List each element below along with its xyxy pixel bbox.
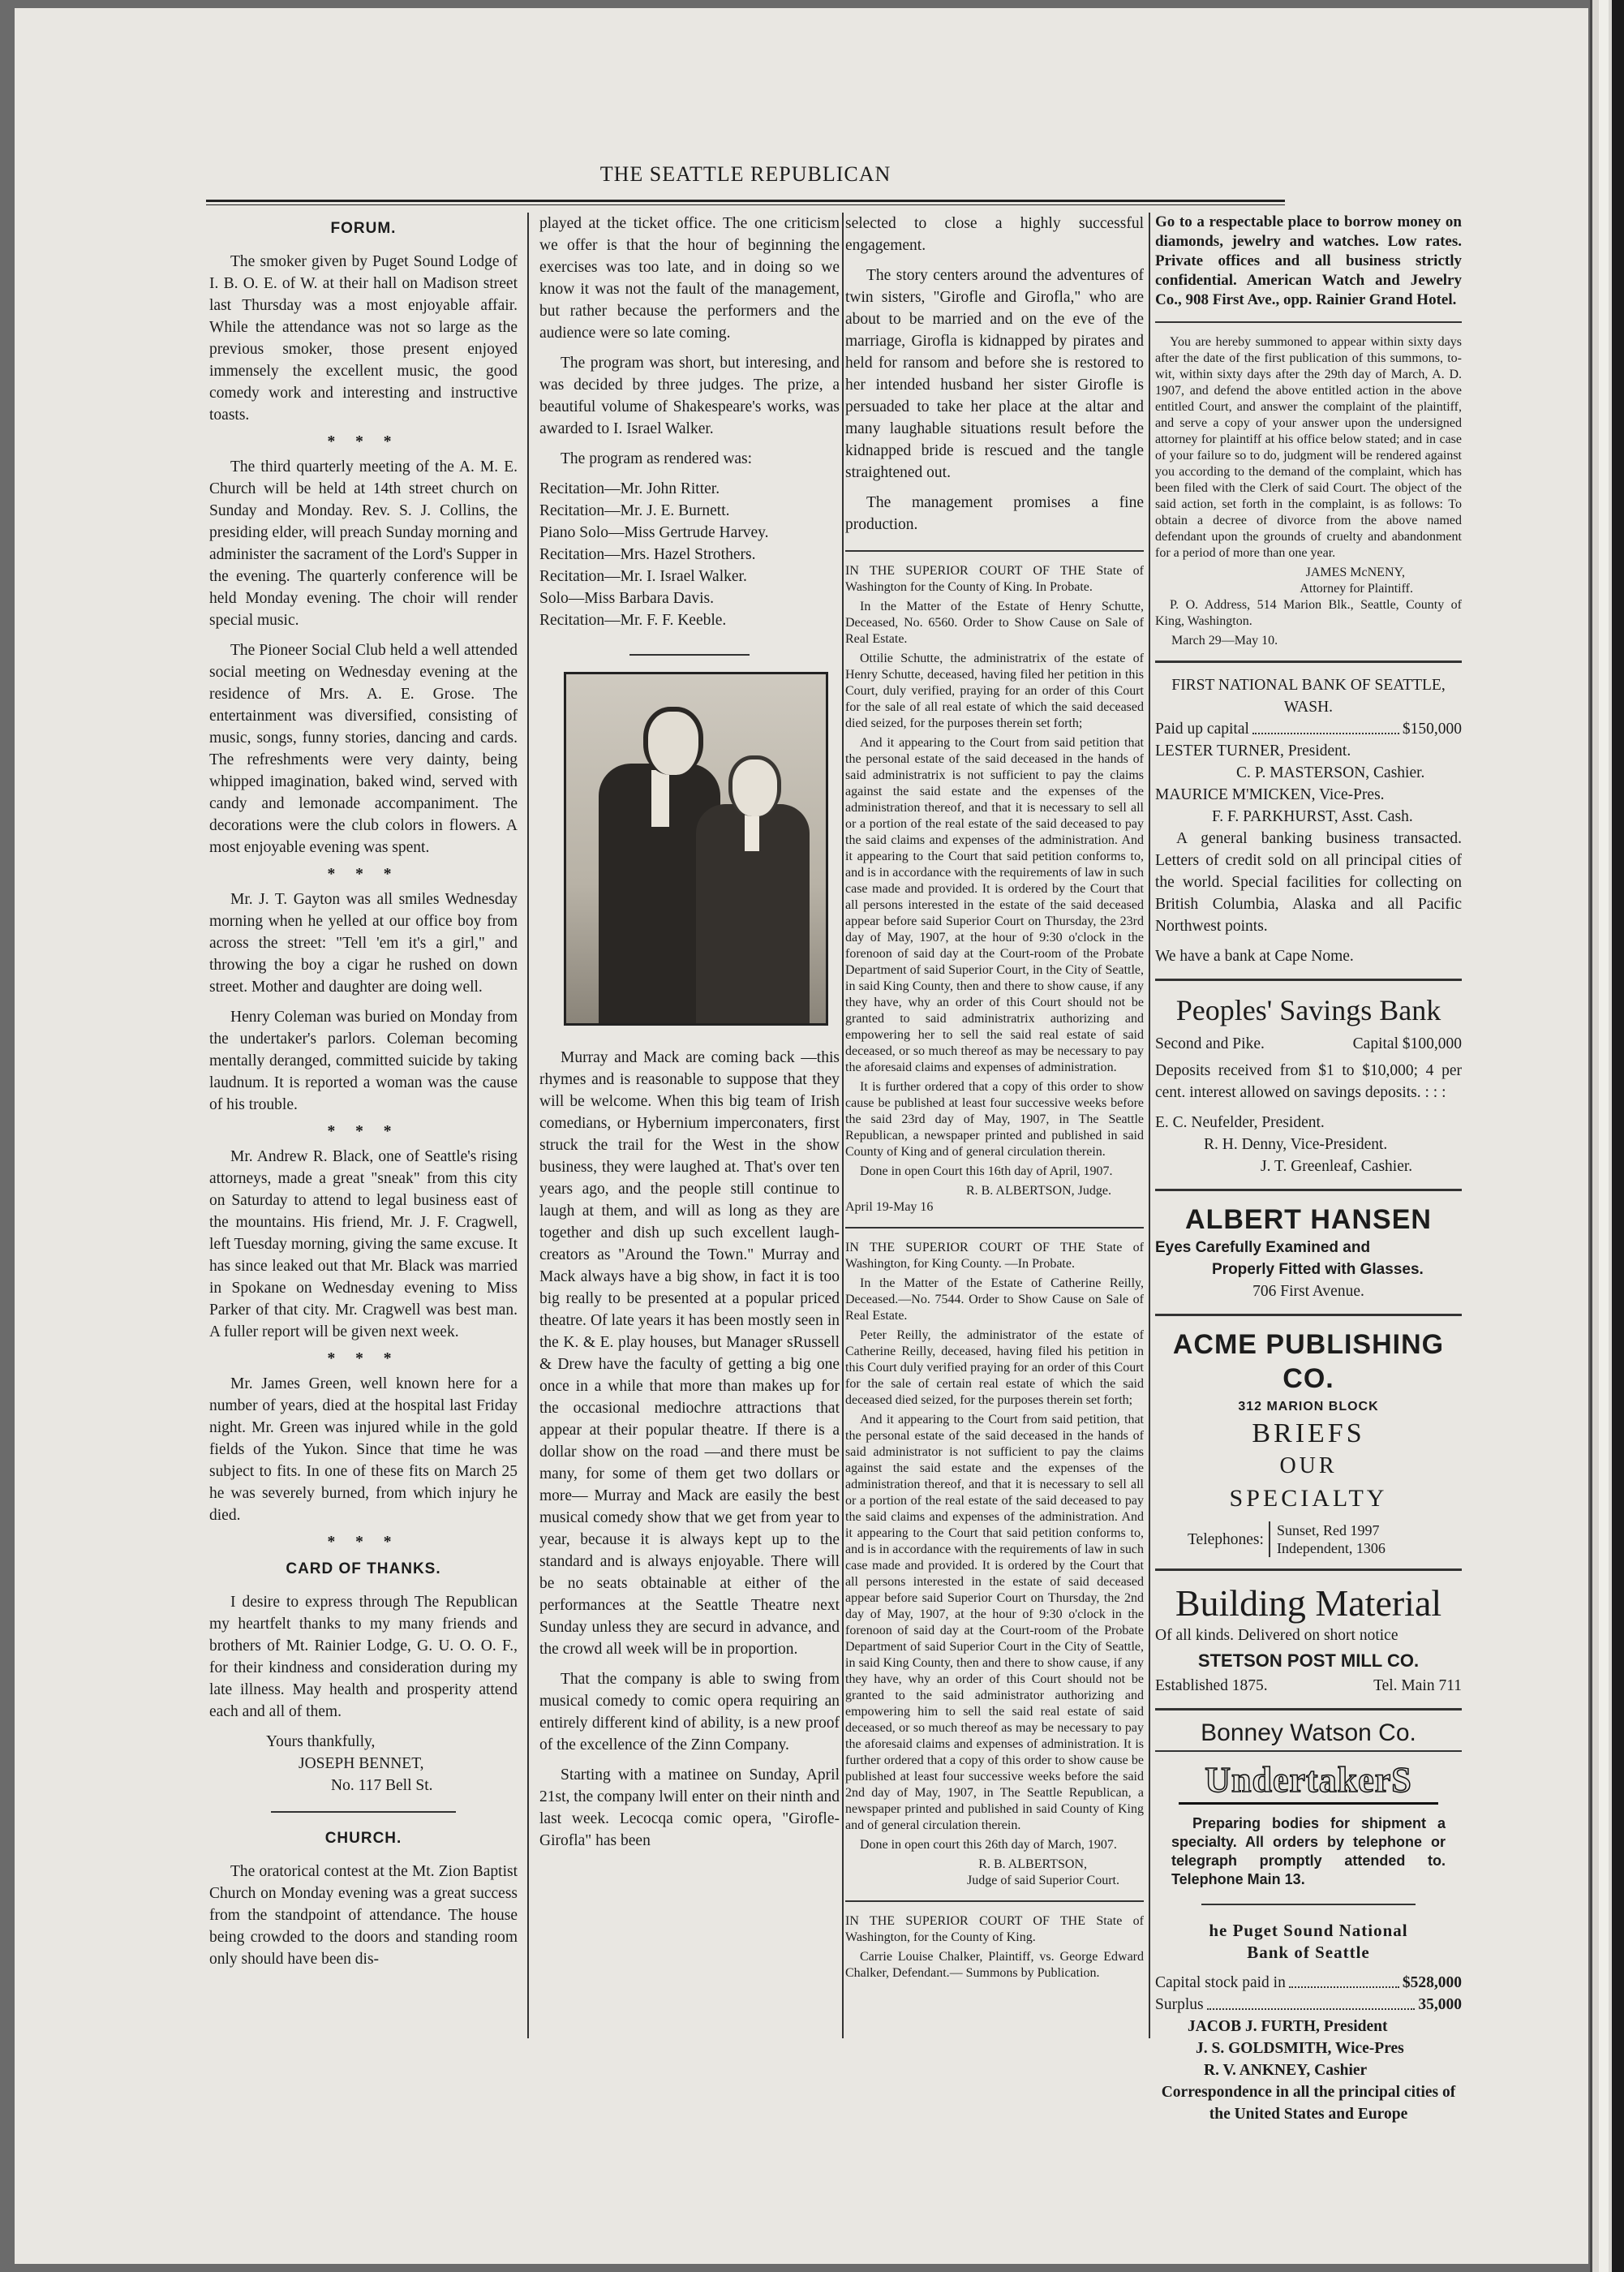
legal-heading: IN THE SUPERIOR COURT OF THE State of Washington, for the County of King. bbox=[845, 1914, 1144, 1944]
ad-divider bbox=[1155, 1189, 1462, 1191]
bank-officer: C. P. MASTERSON, Cashier. bbox=[1236, 764, 1425, 781]
portrait-photo bbox=[564, 672, 828, 1026]
article-paragraph: The story centers around the adventures of twin sisters, "Girofle and Girofla," who are about to be married and on the eve of the marriage, Girofla is kidnapped by pirates and held for ransom and before she is restored to her intended husband her sister Girofle is persuaded to take her place at the altar and many laughable situations result before the kidnapped bride is rescued and the tangle straightened out. bbox=[845, 267, 1144, 481]
legal-heading: IN THE SUPERIOR COURT OF THE State of Washington for the County of King. In Probate. bbox=[845, 564, 1144, 594]
article-paragraph: Mr. James Green, well known here for a number of years, died at the hospital last Friday night. Mr. Green was injured while in the gold fields of the Yukon. Since that time he was subject to fits. In one of these fits on March 25 he was severely burned, from which injury he died. bbox=[209, 1375, 518, 1524]
summons-notice bbox=[1155, 334, 1462, 649]
article-paragraph: The program was short, but interesing, and was decided by three judges. The prize, a beautiful volume of Shakespeare's works, was awarded to I. Israel Walker. bbox=[539, 355, 840, 437]
section-divider bbox=[845, 1900, 1144, 1902]
legal-signature: Judge of said Superior Court. bbox=[967, 1874, 1119, 1887]
capital-value: $528,000 bbox=[1402, 1974, 1462, 1991]
ad-divider bbox=[1155, 1314, 1462, 1316]
article-paragraph: I desire to express through The Republican my heartfelt thanks to my many friends and brothers of Mt. Rainier Lodge, G. U. O. O. F., for their kindness and consideration during my late illness. May health and prosperity attend each and all of them. bbox=[209, 1594, 518, 1720]
peoples-savings-bank-ad bbox=[1155, 992, 1462, 1177]
section-divider bbox=[271, 1811, 456, 1813]
first-national-bank-ad bbox=[1155, 674, 1462, 967]
column-3 bbox=[845, 213, 1144, 1985]
acme-our: OUR bbox=[1279, 1453, 1338, 1478]
acme-telephones-label: Telephones: bbox=[1188, 1530, 1264, 1548]
peoples-address: Second and Pike. bbox=[1155, 1035, 1265, 1052]
legal-paragraph: It is further ordered that a copy of this order to show cause be published at least four successive weeks before the said 23rd day of May, 1907, in The Seattle Republican, a newspaper printed and published in said County of King and of general circulation therein. bbox=[845, 1080, 1144, 1159]
undertakers-logo: UndertakerS bbox=[1179, 1758, 1438, 1805]
separator-stars: * * * bbox=[327, 433, 400, 450]
program-item: Recitation—Mr. J. E. Burnett. bbox=[539, 502, 730, 519]
program-item: Recitation—Mrs. Hazel Strothers. bbox=[539, 546, 756, 563]
article-paragraph: selected to close a highly successful engagement. bbox=[845, 215, 1144, 254]
building-material-title: Building Material bbox=[1175, 1582, 1442, 1624]
puget-sound-title: he Puget Sound National bbox=[1209, 1921, 1408, 1940]
card-of-thanks-heading: CARD OF THANKS. bbox=[286, 1560, 441, 1577]
signature-name: JOSEPH BENNET, bbox=[299, 1755, 424, 1772]
legal-paragraph: In the Matter of the Estate of Catherine Reilly, Deceased.—No. 7544. Order to Show Cause on Sale of Real Estate. bbox=[845, 1276, 1144, 1323]
surplus-value: 35,000 bbox=[1418, 1996, 1462, 2013]
program-list bbox=[539, 478, 840, 631]
legal-notice-chalker bbox=[845, 1913, 1144, 1982]
separator-stars: * * * bbox=[327, 1123, 400, 1140]
signature-address: No. 117 Bell St. bbox=[331, 1777, 433, 1794]
bank-title: FIRST NATIONAL BANK OF SEATTLE, WASH. bbox=[1171, 677, 1446, 716]
program-item: Piano Solo—Miss Gertrude Harvey. bbox=[539, 524, 769, 541]
bank-officer: JACOB J. FURTH, President bbox=[1188, 2018, 1388, 2035]
article-paragraph: The smoker given by Puget Sound Lodge of I. B. O. E. of W. at their hall on Madison street last Thursday was a most enjoyable affair. While the attendance was not so large as the previous smoker, those present enjoyed immensely the excellent music, the good comedy work and interesting and instructive toasts. bbox=[209, 253, 518, 424]
legal-signature: R. B. ALBERTSON, bbox=[978, 1857, 1087, 1871]
article-paragraph: The oratorical contest at the Mt. Zion Baptist Church on Monday evening was a great success from the standpoint of attendance. The house being crowded to the doors and standing room only should have been dis- bbox=[209, 1863, 518, 1968]
puget-sound-correspondence: Correspondence in all the principal cities of the United States and Europe bbox=[1161, 2084, 1456, 2123]
bank-description: A general banking business transacted. Letters of credit sold on all principal cities of the world. Special facilities for collecting on British Columbia, Alaska and all Pacific Northwest points. bbox=[1155, 830, 1462, 935]
program-item: Recitation—Mr. I. Israel Walker. bbox=[539, 568, 747, 585]
bank-officer: F. F. PARKHURST, Asst. Cash. bbox=[1212, 808, 1413, 825]
acme-telephone: Sunset, Red 1997 bbox=[1276, 1522, 1380, 1538]
legal-heading: IN THE SUPERIOR COURT OF THE State of Washington, for King County. —In Probate. bbox=[845, 1241, 1144, 1271]
summons-text: You are hereby summoned to appear within sixty days after the date of the first publication of this summons, to-wit, within sixty days after the 29th day of March, A. D. 1907, and defend the above entitled action in the above entitled Court, and answer the complaint of the plaintiff, and serve a copy of your answer upon the undersigned attorney for plaintiff at his office below stated; and in case of your failure so to do, judgment will be rendered against you according to the demand of the complaint, which has been filed with the Clerk of said Court. The object of the said action, set forth in the complaint, is as follows: To obtain a decree of divorce from the above named defendant upon the grounds of cruelty and abandonment for a period of more than one year. bbox=[1155, 335, 1462, 560]
summons-signature: Attorney for Plaintiff. bbox=[1300, 582, 1413, 596]
ad-divider bbox=[1155, 1708, 1462, 1710]
masthead: THE SEATTLE REPUBLICAN bbox=[599, 162, 891, 186]
hansen-address: 706 First Avenue. bbox=[1252, 1283, 1364, 1300]
section-divider bbox=[629, 654, 750, 656]
article-paragraph: The Pioneer Social Club held a well attended social meeting on Wednesday evening at the residence of Mrs. A. E. Grose. The entertainment was diversified, consisting of music, songs, funny stories, dancing and cards. The refreshments were very dainty, being whipped imagination, baked wind, served with candy and lemonade accompaniment. The decorations were the club colors in flowers. A most enjoyable evening was spent. bbox=[209, 642, 518, 856]
bank-officer: MAURICE M'MICKEN, Vice-Pres. bbox=[1155, 786, 1385, 803]
program-item: Recitation—Mr. John Ritter. bbox=[539, 480, 720, 497]
acme-publishing-ad bbox=[1155, 1327, 1462, 1557]
albert-hansen-ad bbox=[1155, 1203, 1462, 1302]
ad-divider bbox=[1155, 661, 1462, 663]
ad-divider bbox=[1201, 1904, 1416, 1905]
column-4 bbox=[1155, 213, 1462, 2125]
summons-dates: March 29—May 10. bbox=[1171, 634, 1278, 648]
bank-officer: R. H. Denny, Vice-President. bbox=[1204, 1136, 1388, 1153]
ad-divider bbox=[1155, 979, 1462, 981]
bank-officer: J. S. GOLDSMITH, Wice-Pres bbox=[1196, 2040, 1404, 2057]
puget-sound-title: Bank of Seattle bbox=[1247, 1943, 1370, 1962]
column-1 bbox=[209, 213, 518, 1978]
legal-dates: April 19-May 16 bbox=[845, 1200, 934, 1214]
forum-heading: FORUM. bbox=[330, 220, 397, 237]
bank-officer: R. V. ANKNEY, Cashier bbox=[1204, 2062, 1368, 2079]
column-rule-2 bbox=[842, 213, 844, 2038]
section-divider bbox=[845, 550, 1144, 552]
legal-paragraph: In the Matter of the Estate of Henry Schutte, Deceased, No. 6560. Order to Show Cause on Sale of Real Estate. bbox=[845, 600, 1144, 646]
puget-sound-bank-ad bbox=[1155, 1920, 1462, 2125]
legal-paragraph: And it appearing to the Court from said petition, that the personal estate of the said deceased in the hands of said administrator is not sufficient to pay the claims against the said estate and the expenses of the administration thereof, and that it is necessary to sell all or a portion of the real estate of the said deceased to pay the said claims and expenses of the administration. And it appearing to the Court that said petition conforms to, and is in accordance with the requirements of law in such case made and provided. It is ordered by the Court that all persons interested in the estate of said deceased appear before said Superior Court on Thursday, the 2nd day of May, 1907, at the hour of 9:30 o'clock in the forenoon of said day at the Court-room of the Probate Department of said Superior Court in the City of Seattle, in said King County, then and there to show cause, if any they have, why an order of this Court should not be granted to the said administrator authorizing and empowering him to sell the said real estate of said deceased, or so much thereof as may be necessary to pay the aforesaid claims and expenses of administration. It is further ordered that a copy of this order to show cause be published at least four successive weeks before the said 2nd day of May, 1907, in The Seattle Republican, a newspaper printed and published in said County of King and of general circulation therein. bbox=[845, 1413, 1144, 1832]
acme-specialty: SPECIALTY bbox=[1229, 1485, 1388, 1512]
article-paragraph: The program as rendered was: bbox=[561, 450, 753, 467]
article-paragraph: Henry Coleman was buried on Monday from the undertaker's parlors. Coleman becoming mentally deranged, committed suicide by taking laudnum. It is reported a woman was the cause of his trouble. bbox=[209, 1009, 518, 1113]
jewelry-ad: Go to a respectable place to borrow money on diamonds, jewelry and watches. Low rates. Private offices and all business strictly confidential. American Watch and Jewelry Co., 908 First Ave., opp. Rainier Grand Hotel. bbox=[1155, 213, 1462, 308]
legal-paragraph: Done in open court this 26th day of March, 1907. bbox=[860, 1838, 1117, 1852]
peoples-capital: Capital $100,000 bbox=[1352, 1035, 1462, 1052]
separator-stars: * * * bbox=[327, 1534, 400, 1551]
acme-telephone: Independent, 1306 bbox=[1276, 1540, 1386, 1556]
article-paragraph: Mr. Andrew R. Black, one of Seattle's rising attorneys, made a great "sneak" from this city on Saturday to attend to legal business east of the mountains. His friend, Mr. J. F. Cragwell, left Tuesday morning, giving the same excuse. It has since leaked out that Mr. Black was married in Spokane on Wednesday evening to Miss Parker of that city. Mr. Cragwell was best man. A fuller report will be given next week. bbox=[209, 1148, 518, 1340]
article-paragraph: played at the ticket office. The one criticism we offer is that the hour of beginning the exercises was too late, and in doing so we know it was not the fault of the management, but rather because the performers and the audience were so late coming. bbox=[539, 215, 840, 342]
summons-signature: JAMES McNENY, bbox=[1305, 566, 1405, 579]
summons-address: P. O. Address, 514 Marion Blk., Seattle, County of King, Washington. bbox=[1155, 598, 1462, 628]
program-item: Solo—Miss Barbara Davis. bbox=[539, 590, 715, 607]
capital-value: $150,000 bbox=[1402, 721, 1462, 738]
article-paragraph: That the company is able to swing from musical comedy to comic opera requiring an entirely different kind of ability, is a new proof of the excellence of the Zinn Company. bbox=[539, 1671, 840, 1753]
hansen-line: Eyes Carefully Examined and bbox=[1155, 1239, 1371, 1256]
hansen-line: Properly Fitted with Glasses. bbox=[1212, 1261, 1424, 1278]
legal-paragraph: Done in open Court this 16th day of April, 1907. bbox=[860, 1164, 1113, 1178]
bonney-watson-title: Bonney Watson Co. bbox=[1201, 1719, 1416, 1746]
section-divider bbox=[1155, 321, 1462, 323]
article-paragraph: Starting with a matinee on Sunday, April 21st, the company lwill enter on their ninth and last week. Lecocqa comic opera, "Girofle-Girofla" has been bbox=[539, 1766, 840, 1849]
surplus-label: Surplus bbox=[1155, 1996, 1204, 2013]
section-divider bbox=[845, 1227, 1144, 1229]
article-paragraph: Murray and Mack are coming back —this rhymes and is reasonable to suppose that they will be welcome. When this big team of Irish comedians, or Hybernium imperconaters, first struck the trail for the West in the show business, they were laughed at. That's over ten years ago, and the people still continue to laugh at them, and will as long as they are together and dish up such excellent laugh-creators as "Around the Town." Murray and Mack always have a big show, in fact it is too big really to be presented at a popular priced theatre. Of late years it has been mostly seen in the K. & E. play houses, but Manager sRussell & Drew have the faculty of getting a big one once in a while that more than makes up for the occasional mediochre attractions that appear at their popular theatre. If there is a dollar show on the road —and there must be many, for some of them get two dollars or more— Murray and Mack are easily the best musical comedy show that we get from year to year, because it is always kept up to the standard and is always enjoyable. There will be no seats obtainable at either of the performances at the Seattle Theatre next Sunday unless they are securd in advance, and the crowd all week will be in proportion. bbox=[539, 1049, 840, 1658]
article-paragraph: Mr. J. T. Gayton was all smiles Wednesday morning when he yelled at our office boy from across the street: "Tell 'em it's a girl," and throwing the boy a cigar he rushed on down street. Mother and daughter are doing well. bbox=[209, 891, 518, 996]
separator-stars: * * * bbox=[327, 1350, 400, 1367]
building-material-line: Of all kinds. Delivered on short notice bbox=[1155, 1627, 1398, 1644]
legal-notice-schutte bbox=[845, 563, 1144, 1216]
legal-paragraph: Ottilie Schutte, the administratrix of the estate of Henry Schutte, deceased, having filed her petition in this Court, duly verified, praying for an order of this Court for the sale of all real estate of which the said deceased died seized, for the purposes therein set forth; bbox=[845, 652, 1144, 730]
peoples-bank-title: Peoples' Savings Bank bbox=[1175, 994, 1441, 1026]
legal-paragraph: Peter Reilly, the administrator of the estate of Catherine Reilly, deceased, having filed his petition in this Court duly verified praying for an order of this Court for the sale of certain real estate of which the said deceased died seized, for the purposes therein set forth; bbox=[845, 1328, 1144, 1407]
acme-title: ACME PUBLISHING CO. bbox=[1172, 1329, 1445, 1394]
separator-stars: * * * bbox=[327, 866, 400, 883]
program-item: Recitation—Mr. F. F. Keeble. bbox=[539, 612, 727, 629]
column-rule-3 bbox=[1149, 213, 1150, 2038]
bonney-watson-text: Preparing bodies for shipment a specialty. All orders by telephone or telegraph promptly attended to. Telephone Main 13. bbox=[1171, 1815, 1446, 1887]
ad-divider bbox=[1155, 1568, 1462, 1571]
building-material-ad bbox=[1155, 1582, 1462, 1697]
acme-briefs: BRIEFS bbox=[1252, 1418, 1365, 1448]
capital-label: Capital stock paid in bbox=[1155, 1974, 1286, 1991]
stetson-company: STETSON POST MILL CO. bbox=[1197, 1650, 1420, 1671]
bank-officer: E. C. Neufelder, President. bbox=[1155, 1114, 1325, 1131]
bonney-watson-ad bbox=[1155, 1719, 1462, 1889]
masthead-rule bbox=[206, 200, 1285, 205]
capital-label: Paid up capital bbox=[1155, 721, 1249, 738]
legal-paragraph: And it appearing to the Court from said petition that the personal estate of the said deceased in the hands of said administratrix is not sufficient to pay the claims against the said estate and the expenses of the administration thereof, and that it is necessary to sell all or a portion of the real estate of the said deceased to pay the said claims and expenses of the administration. And it appearing to the Court that said petition conforms to, and is in accordance with the requirements of law in such case made and provided. It is ordered by the Court that all persons interested in the estate of the said deceased appear before said Superior Court on Thursday, the 23rd day of May, 1907, at the hour of 9:30 o'clock in the forenoon of said day at the Court-room of the Probate Department of said Superior Court, in the City of Seattle, in said King County, then and there to show cause, if any they have, why an order of this Court should not be granted to said administratrix authorizing and empowering her to sell the said real estate of said deceased, or so much thereof as may be necessary to pay the aforesaid claims and expenses of administration. bbox=[845, 736, 1144, 1074]
bank-officer: LESTER TURNER, President. bbox=[1155, 742, 1351, 759]
peoples-description: Deposits received from $1 to $10,000; 4 per cent. interest allowed on savings deposits. : : : bbox=[1155, 1062, 1462, 1101]
article-paragraph: The third quarterly meeting of the A. M. E. Church will be held at 14th street church on Sunday and Monday. Rev. S. J. Collins, the presiding elder, will preach Sunday morning and administer the sacrament of the Lord's Supper in the evening. The quarterly conference will be held Monday evening. The choir will render special music. bbox=[209, 458, 518, 629]
established: Established 1875. bbox=[1155, 1677, 1268, 1694]
article-paragraph: The management promises a fine production. bbox=[845, 494, 1144, 533]
acme-address: 312 MARION BLOCK bbox=[1238, 1400, 1379, 1414]
column-rule-1 bbox=[527, 213, 529, 2038]
signature-line: Yours thankfully, bbox=[266, 1733, 376, 1750]
column-2 bbox=[539, 213, 840, 1860]
church-heading: CHURCH. bbox=[324, 1830, 402, 1847]
legal-paragraph: Carrie Louise Chalker, Plaintiff, vs. George Edward Chalker, Defendant.— Summons by Publication. bbox=[845, 1950, 1144, 1980]
bank-officer: J. T. Greenleaf, Cashier. bbox=[1261, 1158, 1413, 1175]
bank-note: We have a bank at Cape Nome. bbox=[1155, 948, 1354, 965]
adjacent-page-edge bbox=[1590, 0, 1624, 2272]
legal-signature: R. B. ALBERTSON, Judge. bbox=[965, 1184, 1111, 1198]
telephone: Tel. Main 711 bbox=[1373, 1677, 1462, 1694]
legal-notice-reilly bbox=[845, 1240, 1144, 1889]
hansen-title: ALBERT HANSEN bbox=[1185, 1204, 1432, 1235]
